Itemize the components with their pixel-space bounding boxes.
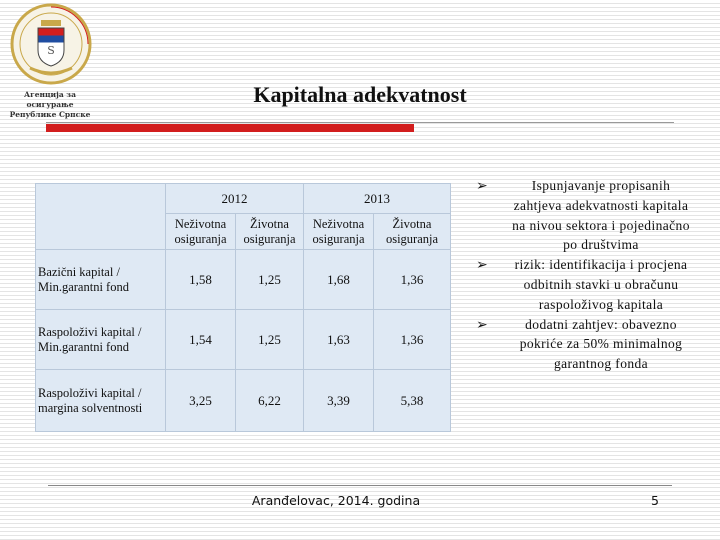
- row-label-line: Raspoloživi kapital /: [38, 324, 142, 339]
- row-label-line: Bazični kapital /: [38, 264, 120, 279]
- column-header: [374, 214, 451, 250]
- column-header-line: osiguranja: [174, 231, 227, 246]
- table-cell: 5,38: [374, 370, 451, 432]
- footer-divider: [48, 485, 672, 486]
- row-label-line: Min.garantni fond: [38, 279, 129, 294]
- logo-text-line-2: Републике Српске: [9, 110, 91, 119]
- column-header-line: osiguranja: [243, 231, 296, 246]
- slide-title: Kapitalna adekvatnost: [253, 82, 467, 107]
- table-row: [36, 310, 451, 370]
- agency-crest-icon: [10, 2, 92, 88]
- column-header-line: Životna: [250, 216, 289, 231]
- table-cell: 1,36: [374, 310, 451, 370]
- column-header: [166, 214, 236, 250]
- arrow-bullet-icon: ➢: [476, 178, 488, 194]
- capital-adequacy-table: [35, 183, 451, 432]
- title-accent-bar: [46, 124, 414, 132]
- column-header-line: Neživotna: [174, 216, 227, 231]
- column-header-line: Neživotna: [312, 216, 365, 231]
- title-divider: [46, 122, 674, 123]
- row-label-line: Min.garantni fond: [38, 339, 129, 354]
- column-header-line: osiguranja: [385, 231, 439, 246]
- table-cell: 3,25: [166, 370, 236, 432]
- year-header: 2012: [166, 184, 304, 214]
- table-cell: 1,25: [236, 310, 304, 370]
- bullet-text: Ispunjavanje propisanih zahtjeva adekvatnosti kapitala na nivou sektora i pojedinačno po društvima: [512, 178, 690, 253]
- row-label: [36, 370, 166, 432]
- bullet-text: dodatni zahtjev: obavezno pokriće za 50% minimalnog garantnog fonda: [519, 316, 683, 372]
- column-header-line: osiguranja: [312, 231, 365, 246]
- arrow-bullet-icon: ➢: [476, 257, 488, 274]
- table-corner: [36, 184, 166, 250]
- table-cell: 1,63: [304, 310, 374, 370]
- row-label-line: Raspoloživi kapital /: [38, 385, 142, 400]
- table-cell: 6,22: [236, 370, 304, 432]
- table-cell: 1,36: [374, 250, 451, 310]
- row-label-line: margina solventnosti: [38, 400, 143, 415]
- footer-location-date: Aranđelovac, 2014. godina: [251, 493, 421, 508]
- bullet-list: [476, 176, 690, 374]
- bullet-item: [476, 176, 690, 255]
- column-header-line: Životna: [392, 216, 432, 231]
- agency-logo: [2, 2, 98, 119]
- svg-text:Ѕ: Ѕ: [47, 44, 55, 57]
- table-row: [36, 370, 451, 432]
- year-header: 2013: [304, 184, 451, 214]
- table-row: [36, 250, 451, 310]
- bullet-item: [476, 315, 690, 374]
- arrow-bullet-icon: ➢: [476, 316, 488, 333]
- table-cell: 1,68: [304, 250, 374, 310]
- column-header: [236, 214, 304, 250]
- table-cell: 1,58: [166, 250, 236, 310]
- logo-text-line-1: Агенција за осигурање: [24, 90, 76, 109]
- row-label: [36, 310, 166, 370]
- table-cell: 1,25: [236, 250, 304, 310]
- bullet-item: [476, 255, 690, 314]
- page-number: 5: [651, 493, 659, 508]
- row-label: [36, 250, 166, 310]
- bullet-text: rizik: identifikacija i procjena odbitnih stavki u obračunu raspoloživog kapitala: [514, 257, 688, 312]
- table-cell: 1,54: [166, 310, 236, 370]
- column-header: [304, 214, 374, 250]
- table-cell: 3,39: [304, 370, 374, 432]
